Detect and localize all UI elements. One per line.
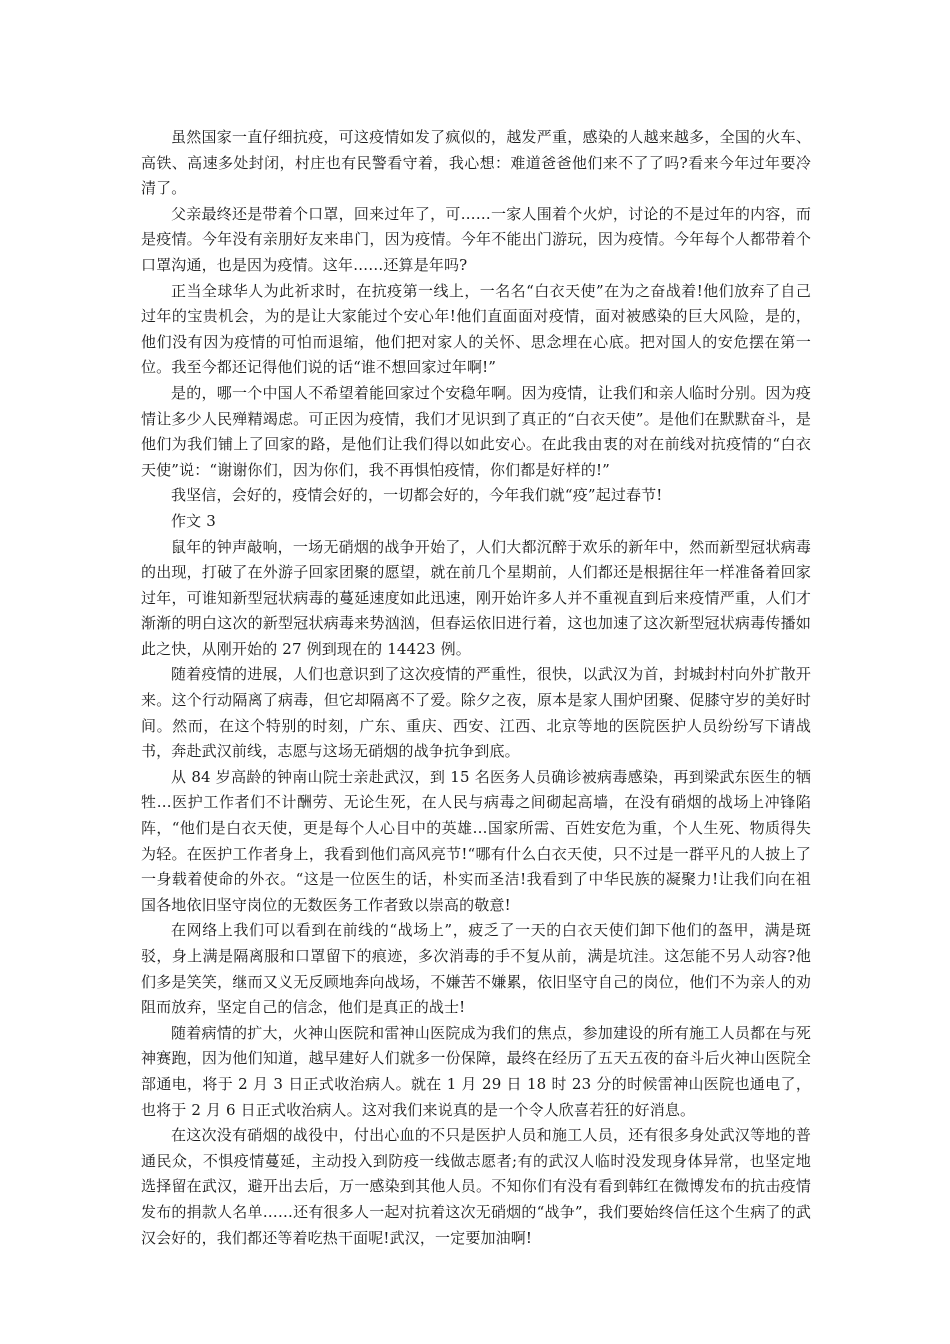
paragraph: 从 84 岁高龄的钟南山院士亲赴武汉，到 15 名医务人员确诊被病毒感染，再到梁武东医生的牺牲…医护工作者们不计酬劳、无论生死，在人民与病毒之间砌起高墙，在没有硝烟的战场上冲锋陷阵，“他们是白衣天使，更是每个人心目中的英雄…国家所需、百姓安危为重，个人生死、物质得失为轻。在医护工作者身上，我看到他们高风亮节!“哪有什么白衣天使，只不过是一群平凡的人披上了一身载着使命的外衣。“这是一位医生的话，朴实而圣洁!我看到了中华民族的凝聚力!让我们向在祖国各地依旧坚守岗位的无数医务工作者致以崇高的敬意! — [141, 767, 811, 914]
paragraph: 是的，哪一个中国人不希望着能回家过个安稳年啊。因为疫情，让我们和亲人临时分别。因为疫情让多少人民殚精竭虑。可正因为疫情，我们才见识到了真正的“白衣天使”。是他们在默默奋斗，是他们为我们铺上了回家的路，是他们让我们得以如此安心。在此我由衷的对在前线对抗疫情的“白衣天使”说：“谢谢你们，因为你们，我不再惧怕疫情，你们都是好样的!” — [141, 383, 811, 479]
paragraph: 我坚信，会好的，疫情会好的，一切都会好的，今年我们就“疫”起过春节! — [171, 486, 663, 505]
paragraph: 随着疫情的进展，人们也意识到了这次疫情的严重性，很快，以武汉为首，封城封村向外扩散开来。这个行动隔离了病毒，但它却隔离不了爱。除夕之夜，原本是家人围炉团聚、促膝守岁的美好时间。然而，在这个特别的时刻，广东、重庆、西安、江西、北京等地的医院医护人员纷纷写下请战书，奔赴武汉前线，志愿与这场无硝烟的战争抗争到底。 — [141, 665, 811, 761]
document-body — [141, 125, 811, 1251]
paragraph: 父亲最终还是带着个口罩，回来过年了，可……一家人围着个火炉，讨论的不是过年的内容，而是疫情。今年没有亲朋好友来串门，因为疫情。今年不能出门游玩，因为疫情。今年每个人都带着个口罩沟通，也是因为疫情。这年……还算是年吗? — [141, 204, 811, 274]
section-heading: 作文 3 — [171, 511, 216, 530]
paragraph: 正当全球华人为此祈求时，在抗疫第一线上，一名名“白衣天使”在为之奋战着!他们放弃了自己过年的宝贵机会，为的是让大家能过个安心年!他们直面面对疫情，面对被感染的巨大风险，是的，他们没有因为疫情的可怕而退缩，他们把对家人的关怀、思念埋在心底。把对国人的安危摆在第一位。我至今都还记得他们说的话“谁不想回家过年啊!” — [141, 281, 811, 377]
paragraph: 鼠年的钟声敲响，一场无硝烟的战争开始了，人们大都沉醉于欢乐的新年中，然而新型冠状病毒的出现，打破了在外游子回家团聚的愿望，就在前几个星期前，人们都还是根据往年一样准备着回家过年，可谁知新型冠状病毒的蔓延速度如此迅速，刚开始许多人并不重视直到后来疫情严重，人们才渐渐的明白这次的新型冠状病毒来势汹汹，但春运依旧进行着，这也加速了这次新型冠状病毒传播如此之快，从刚开始的 27 例到现在的 14423 例。 — [141, 537, 811, 658]
paragraph: 虽然国家一直仔细抗疫，可这疫情如发了疯似的，越发严重，感染的人越来越多，全国的火车、高铁、高速多处封闭，村庄也有民警看守着，我心想：难道爸爸他们来不了了吗?看来今年过年要冷清了。 — [141, 128, 811, 198]
paragraph: 随着病情的扩大，火神山医院和雷神山医院成为我们的焦点，参加建设的所有施工人员都在与死神赛跑，因为他们知道，越早建好人们就多一份保障，最终在经历了五天五夜的奋斗后火神山医院全部通电，将于 2 月 3 日正式收治病人。就在 1 月 29 日 18 时 23 分的时候雷神山医院也通电了，也将于 2 月 6 日正式收治病人。这对我们来说真的是一个令人欣喜若狂的好消息。 — [141, 1023, 811, 1119]
paragraph: 在这次没有硝烟的战役中，付出心血的不只是医护人员和施工人员，还有很多身处武汉等地的普通民众，不惧疫情蔓延，主动投入到防疫一线做志愿者;有的武汉人临时没发现身体异常，也坚定地选择留在武汉，避开出去后，万一感染到其他人员。不知你们有没有看到韩红在微博发布的抗击疫情发布的捐款人名单……还有很多人一起对抗着这次无硝烟的“战争”，我们要始终信任这个生病了的武汉会好的，我们都还等着吃热干面呢!武汉，一定要加油啊! — [141, 1126, 811, 1247]
paragraph: 在网络上我们可以看到在前线的“战场上”，疲乏了一天的白衣天使们卸下他们的盔甲，满是斑驳，身上满是隔离服和口罩留下的痕迹，多次消毒的手不复从前，满是坑洼。这怎能不另人动容?他们多是笑笑，继而又义无反顾地奔向战场，不嫌苦不嫌累，依旧坚守自己的岗位，他们不为亲人的劝阻而放弃，坚定自己的信念，他们是真正的战士! — [141, 921, 811, 1017]
